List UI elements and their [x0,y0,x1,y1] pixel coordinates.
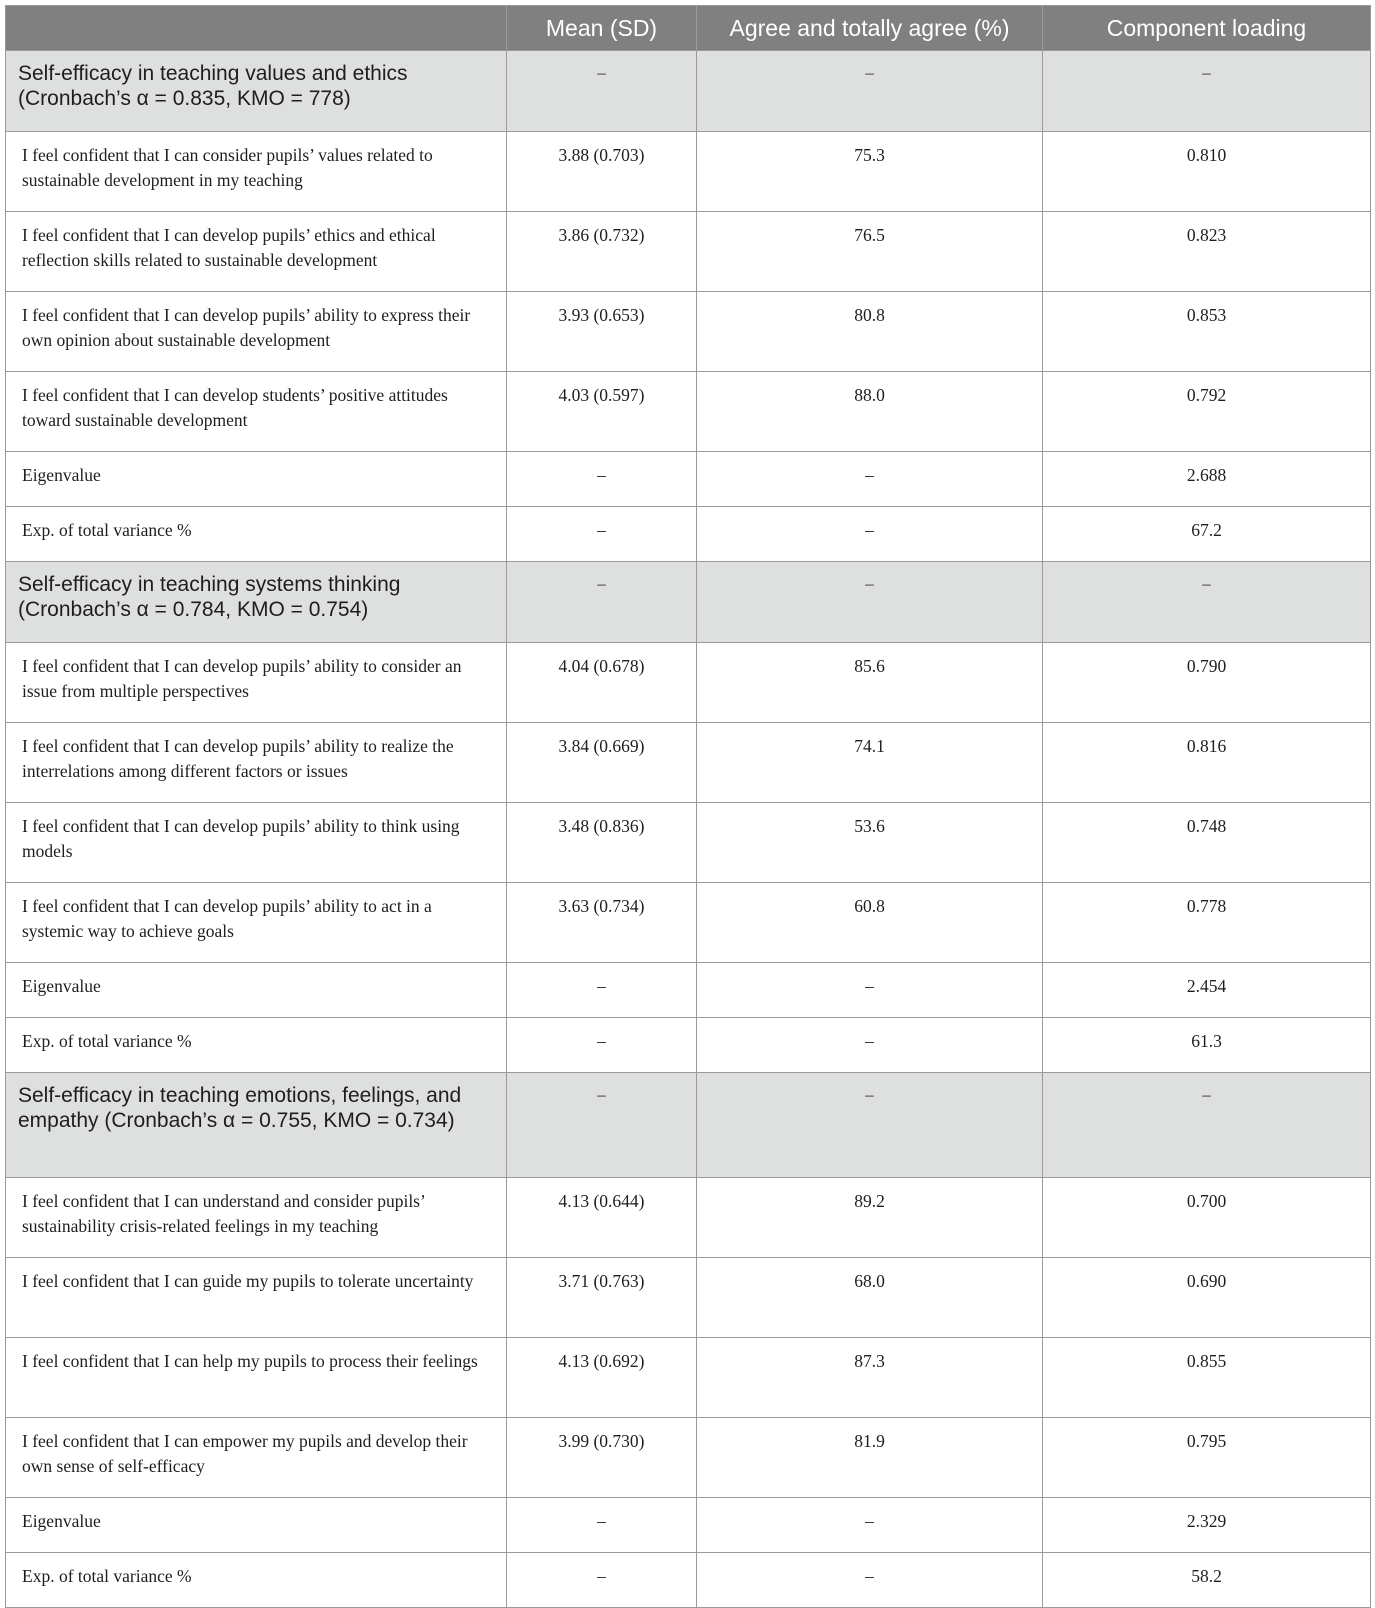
stat-label: Eigenvalue [6,963,507,1018]
stat-agree: – [697,1018,1043,1073]
item-label: I feel confident that I can develop pupils’ ethics and ethical reflection skills related to sustainable development [6,212,507,292]
section-row [6,562,1371,643]
item-agree: 88.0 [697,372,1043,452]
table-container [5,5,1370,1608]
item-loading: 0.690 [1043,1258,1371,1338]
stat-agree: – [697,1553,1043,1608]
item-loading: 0.790 [1043,643,1371,723]
item-agree: 85.6 [697,643,1043,723]
table-row [6,1418,1371,1498]
item-mean: 4.04 (0.678) [507,643,697,723]
table-row [6,643,1371,723]
stat-label: Eigenvalue [6,452,507,507]
item-agree: 53.6 [697,803,1043,883]
stat-row-variance [6,1018,1371,1073]
table-row [6,803,1371,883]
table-row [6,372,1371,452]
stat-mean: – [507,1498,697,1553]
stat-label: Eigenvalue [6,1498,507,1553]
section-mean: – [507,51,697,132]
item-mean: 3.86 (0.732) [507,212,697,292]
header-agree-percent: Agree and totally agree (%) [697,6,1043,51]
section-mean: – [507,562,697,643]
section-title: Self-efficacy in teaching emotions, feelings, and empathy (Cronbach’s α = 0.755, KMO = 0.734) [6,1073,507,1178]
stat-mean: – [507,507,697,562]
item-loading: 0.855 [1043,1338,1371,1418]
stat-loading: 2.688 [1043,452,1371,507]
section-loading: – [1043,1073,1371,1178]
item-label: I feel confident that I can develop pupils’ ability to express their own opinion about sustainable development [6,292,507,372]
table-row [6,1338,1371,1418]
stat-mean: – [507,1553,697,1608]
item-loading: 0.810 [1043,132,1371,212]
item-mean: 3.88 (0.703) [507,132,697,212]
self-efficacy-table [5,5,1371,1608]
stat-label: Exp. of total variance % [6,507,507,562]
header-item [6,6,507,51]
stat-loading: 61.3 [1043,1018,1371,1073]
stat-label: Exp. of total variance % [6,1553,507,1608]
table-row [6,292,1371,372]
table-row [6,132,1371,212]
item-loading: 0.795 [1043,1418,1371,1498]
section-loading: – [1043,51,1371,132]
section-row [6,1073,1371,1178]
item-mean: 3.99 (0.730) [507,1418,697,1498]
item-loading: 0.853 [1043,292,1371,372]
item-mean: 3.63 (0.734) [507,883,697,963]
item-loading: 0.700 [1043,1178,1371,1258]
stat-row-variance [6,507,1371,562]
stat-agree: – [697,1498,1043,1553]
item-mean: 3.48 (0.836) [507,803,697,883]
item-agree: 74.1 [697,723,1043,803]
table-row [6,1178,1371,1258]
table-row [6,212,1371,292]
item-agree: 87.3 [697,1338,1043,1418]
stat-loading: 2.454 [1043,963,1371,1018]
item-loading: 0.778 [1043,883,1371,963]
table-row [6,1258,1371,1338]
item-label: I feel confident that I can guide my pupils to tolerate uncertainty [6,1258,507,1338]
item-agree: 68.0 [697,1258,1043,1338]
item-mean: 4.03 (0.597) [507,372,697,452]
stat-row-eigenvalue [6,963,1371,1018]
stat-mean: – [507,452,697,507]
stat-mean: – [507,963,697,1018]
item-agree: 81.9 [697,1418,1043,1498]
stat-agree: – [697,507,1043,562]
item-loading: 0.748 [1043,803,1371,883]
item-mean: 3.93 (0.653) [507,292,697,372]
header-mean-sd: Mean (SD) [507,6,697,51]
item-label: I feel confident that I can empower my pupils and develop their own sense of self-efficacy [6,1418,507,1498]
item-label: I feel confident that I can develop pupils’ ability to realize the interrelations among different factors or issues [6,723,507,803]
item-loading: 0.823 [1043,212,1371,292]
section-agree: – [697,1073,1043,1178]
stat-row-variance [6,1553,1371,1608]
item-label: I feel confident that I can develop pupils’ ability to think using models [6,803,507,883]
section-title: Self-efficacy in teaching values and ethics (Cronbach’s α = 0.835, KMO = 778) [6,51,507,132]
stat-row-eigenvalue [6,452,1371,507]
section-loading: – [1043,562,1371,643]
item-mean: 3.71 (0.763) [507,1258,697,1338]
item-loading: 0.816 [1043,723,1371,803]
item-label: I feel confident that I can develop pupils’ ability to consider an issue from multiple perspectives [6,643,507,723]
item-label: I feel confident that I can understand and consider pupils’ sustainability crisis-related feelings in my teaching [6,1178,507,1258]
table-row [6,723,1371,803]
item-agree: 76.5 [697,212,1043,292]
item-label: I feel confident that I can develop pupils’ ability to act in a systemic way to achieve goals [6,883,507,963]
item-mean: 3.84 (0.669) [507,723,697,803]
stat-loading: 2.329 [1043,1498,1371,1553]
item-mean: 4.13 (0.692) [507,1338,697,1418]
section-title: Self-efficacy in teaching systems thinking (Cronbach’s α = 0.784, KMO = 0.754) [6,562,507,643]
item-label: I feel confident that I can develop students’ positive attitudes toward sustainable development [6,372,507,452]
item-agree: 80.8 [697,292,1043,372]
table-row [6,883,1371,963]
item-label: I feel confident that I can consider pupils’ values related to sustainable development in my teaching [6,132,507,212]
stat-mean: – [507,1018,697,1073]
item-label: I feel confident that I can help my pupils to process their feelings [6,1338,507,1418]
stat-label: Exp. of total variance % [6,1018,507,1073]
section-row [6,51,1371,132]
item-loading: 0.792 [1043,372,1371,452]
header-component-loading: Component loading [1043,6,1371,51]
stat-loading: 67.2 [1043,507,1371,562]
stat-agree: – [697,963,1043,1018]
item-agree: 75.3 [697,132,1043,212]
item-mean: 4.13 (0.644) [507,1178,697,1258]
item-agree: 89.2 [697,1178,1043,1258]
section-agree: – [697,562,1043,643]
section-agree: – [697,51,1043,132]
stat-loading: 58.2 [1043,1553,1371,1608]
header-row [6,6,1371,51]
stat-agree: – [697,452,1043,507]
section-mean: – [507,1073,697,1178]
item-agree: 60.8 [697,883,1043,963]
stat-row-eigenvalue [6,1498,1371,1553]
